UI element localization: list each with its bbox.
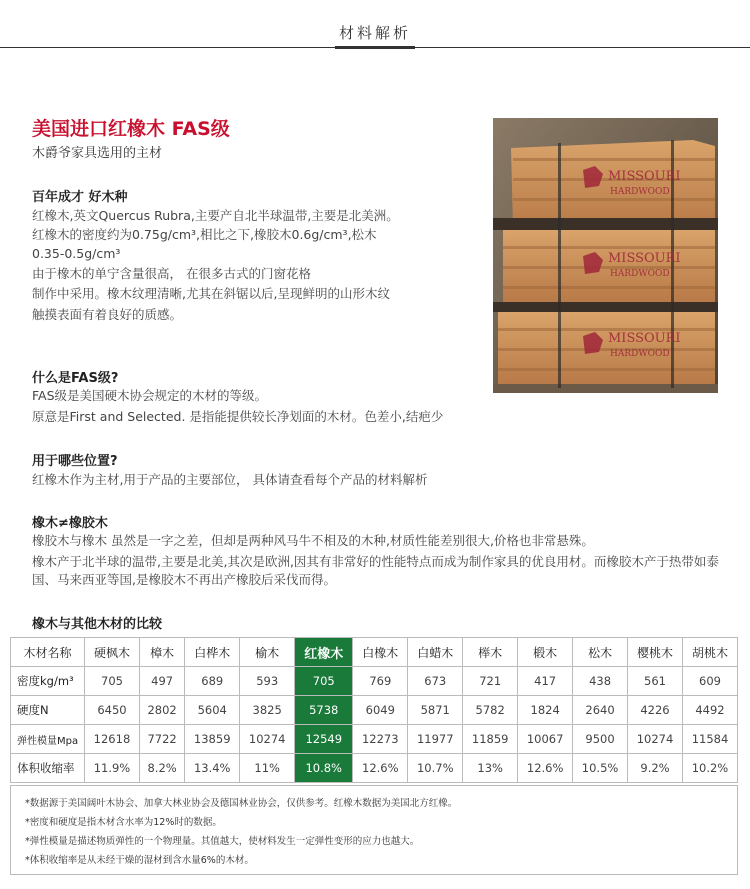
table-cell: 11% [240, 754, 295, 783]
table-cell: 673 [408, 667, 463, 696]
table-cell: 2640 [573, 696, 628, 725]
table-cell-highlight: 5738 [295, 696, 353, 725]
table-column-header: 白桦木 [185, 638, 240, 667]
table-cell-highlight: 12549 [295, 725, 353, 754]
footnote: *密度和硬度是指木材含水率为12%时的数据。 [25, 817, 222, 828]
table-row-label: 密度kg/m³ [11, 667, 85, 696]
paragraph: 橡木产于北半球的温带,主要是北美,其次是欧洲,因其有非常好的性能特点而成为制作家具的优良用材。而橡胶木产于热带如泰国、马来西亚等国,是橡胶木不再出产橡胶后采伐而得。 [32, 554, 719, 587]
table-row-label: 体积收缩率 [11, 754, 85, 783]
table-cell: 7722 [139, 725, 184, 754]
table-cell: 12618 [85, 725, 140, 754]
table-row-label: 硬度N [11, 696, 85, 725]
table-cell: 2802 [139, 696, 184, 725]
paragraph-line: 橡胶木与橡木 虽然是一字之差，但却是两种风马牛不相及的木种,材质性能差别很大,价格也非常悬殊。 [32, 533, 594, 548]
main-title: 美国进口红橡木 FAS级 [32, 118, 230, 140]
table-cell: 609 [682, 667, 737, 696]
table-column-header: 榉木 [463, 638, 518, 667]
table-row [11, 754, 738, 783]
paragraph-line: 触摸表面有着良好的质感。 [32, 307, 183, 322]
table-column-header: 白蜡木 [408, 638, 463, 667]
table-column-header: 胡桃木 [682, 638, 737, 667]
table-column-header: 榆木 [240, 638, 295, 667]
table-cell: 10067 [518, 725, 573, 754]
table-cell: 3825 [240, 696, 295, 725]
table-cell: 705 [85, 667, 140, 696]
table-row-label: 弹性模量Mpa [11, 725, 85, 754]
table-cell: 4226 [628, 696, 683, 725]
table-column-header: 椴木 [518, 638, 573, 667]
table-cell: 13859 [185, 725, 240, 754]
paragraph-line: 红橡木的密度约为0.75g/cm³,相比之下,橡胶木0.6g/cm³,松木 [32, 227, 377, 242]
brand-stamp-text: HARDWOOD [610, 269, 670, 279]
paragraph-line: 原意是First and Selected. 是指能提供较长净划面的木材。色差小,结疤少 [32, 409, 444, 424]
table-row [11, 667, 738, 696]
table-cell: 689 [185, 667, 240, 696]
brand-stamp-text: HARDWOOD [610, 349, 670, 359]
table-cell: 721 [463, 667, 518, 696]
brand-stamp-text: MISSOURI [608, 169, 681, 184]
table-cell: 5871 [408, 696, 463, 725]
footnote: *数据源于美国阔叶木协会、加拿大林业协会及德国林业协会，仅供参考。红橡木数据为美国北方红橡。 [25, 798, 458, 809]
table-cell: 12.6% [518, 754, 573, 783]
table-cell: 11584 [682, 725, 737, 754]
table-cell: 11859 [463, 725, 518, 754]
table-cell: 5782 [463, 696, 518, 725]
header-title: 材料解析 [338, 24, 411, 42]
table-title: 橡木与其他木材的比较 [32, 617, 163, 632]
table-cell: 11.9% [85, 754, 140, 783]
section-heading-good-wood: 百年成才 好木种 [32, 190, 128, 205]
footnotes-box [10, 785, 738, 875]
table-cell: 10274 [240, 725, 295, 754]
table-column-header-highlight: 红橡木 [295, 638, 353, 667]
table-column-header: 白橡木 [353, 638, 408, 667]
table-cell: 769 [353, 667, 408, 696]
table-cell: 10.2% [682, 754, 737, 783]
brand-stamp-text: MISSOURI [608, 331, 681, 346]
table-cell: 593 [240, 667, 295, 696]
table-column-header: 硬枫木 [85, 638, 140, 667]
brand-stamp-text: HARDWOOD [610, 187, 670, 197]
table-cell: 438 [573, 667, 628, 696]
paragraph-line: 由于橡木的单宁含量很高， 在很多古式的门窗花格 [32, 266, 311, 281]
section-heading-usage: 用于哪些位置? [32, 454, 118, 469]
table-header-label: 木材名称 [11, 638, 85, 667]
table-cell: 10274 [628, 725, 683, 754]
table-cell: 1824 [518, 696, 573, 725]
section-heading-oak-vs-rubber: 橡木≠橡胶木 [32, 516, 108, 531]
table-cell: 561 [628, 667, 683, 696]
subtitle: 木爵爷家具选用的主材 [32, 146, 163, 161]
table-cell: 12273 [353, 725, 408, 754]
section-heading-fas: 什么是FAS级? [32, 371, 119, 386]
footnote: *体积收缩率是从未经干燥的湿材到含水量6%的木材。 [25, 855, 254, 866]
footnote: *弹性模量是描述物质弹性的一个物理量。其值越大，使材料发生一定弹性变形的应力也越大。 [25, 836, 420, 847]
table-cell: 9.2% [628, 754, 683, 783]
table-row [11, 696, 738, 725]
table-cell: 13.4% [185, 754, 240, 783]
table-cell: 5604 [185, 696, 240, 725]
table-cell: 10.5% [573, 754, 628, 783]
table-column-header: 樟木 [139, 638, 184, 667]
table-cell-highlight: 705 [295, 667, 353, 696]
table-column-header: 松木 [573, 638, 628, 667]
table-cell: 11977 [408, 725, 463, 754]
table-column-header: 樱桃木 [628, 638, 683, 667]
table-cell-highlight: 10.8% [295, 754, 353, 783]
table-cell: 6049 [353, 696, 408, 725]
table-cell: 8.2% [139, 754, 184, 783]
table-header-row [11, 638, 738, 667]
table-cell: 417 [518, 667, 573, 696]
table-cell: 497 [139, 667, 184, 696]
comparison-table [10, 637, 738, 783]
table-cell: 12.6% [353, 754, 408, 783]
paragraph-line: 红橡木,英文Quercus Rubra,主要产自北半球温带,主要是北美洲。 [32, 208, 399, 223]
lumber-stack-photo [493, 118, 718, 393]
table-cell: 10.7% [408, 754, 463, 783]
brand-stamp-text: MISSOURI [608, 251, 681, 266]
header-divider-accent [335, 46, 415, 49]
table-cell: 6450 [85, 696, 140, 725]
table-row [11, 725, 738, 754]
table-cell: 9500 [573, 725, 628, 754]
paragraph-line: 红橡木作为主材,用于产品的主要部位， 具体请查看每个产品的材料解析 [32, 472, 428, 487]
table-cell: 4492 [682, 696, 737, 725]
paragraph-line: FAS级是美国硬木协会规定的木材的等级。 [32, 388, 268, 403]
paragraph-line: 0.35-0.5g/cm³ [32, 246, 121, 261]
page-header [0, 0, 750, 50]
paragraph-line: 制作中采用。橡木纹理清晰,尤其在斜锯以后,呈现鲜明的山形木纹 [32, 286, 390, 301]
table-cell: 13% [463, 754, 518, 783]
